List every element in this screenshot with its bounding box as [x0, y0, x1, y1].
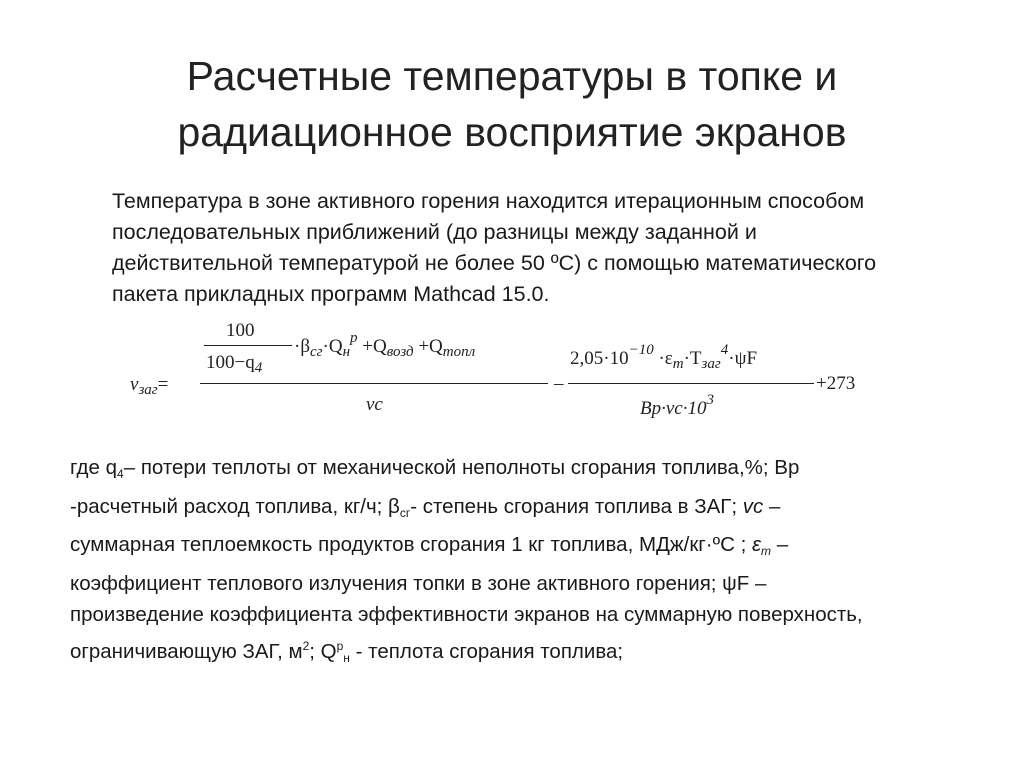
legend-beta-subscript: сг	[399, 505, 411, 520]
legend-beta-text: - степень сгорания топлива в ЗАГ;	[410, 494, 743, 518]
lhs-symbol: ν	[130, 374, 139, 395]
epsilon-subscript: т	[672, 356, 684, 372]
frac1-den-base: 100−q	[206, 352, 255, 373]
frac1-denominator	[206, 352, 262, 379]
intro-line-3: действительной температурой не более 50 ºС) с помощью математического	[112, 251, 877, 275]
legend-q4-text: – потери теплоты от механической неполноты сгорания топлива,%; Вр	[123, 456, 800, 479]
rad-t: ·T	[683, 348, 702, 369]
vozd-subscript: возд	[386, 344, 414, 360]
plus-q-vozd: +Q	[362, 336, 387, 357]
rad-den-exponent: 3	[706, 392, 714, 408]
main-fraction-bar	[200, 383, 548, 384]
frac1-numerator: 100	[226, 320, 255, 341]
frac1-den-subscript: 4	[254, 360, 263, 376]
formula-tail: +273	[816, 373, 856, 394]
slide-title	[80, 48, 944, 160]
legend-line-2	[70, 491, 970, 530]
legend-q-superscript: р	[336, 638, 344, 653]
q-dot: ·Q	[322, 336, 343, 357]
formula-lhs	[130, 374, 168, 401]
legend-q4-label: где q	[70, 456, 118, 479]
legend-bp-text: -расчетный расход топлива, кг/ч; β	[70, 494, 400, 518]
radiation-denominator	[640, 392, 714, 421]
beta-dot: ·β	[294, 336, 310, 357]
rad-epsilon: ·ε	[658, 348, 673, 369]
intro-line-4: пакета прикладных программ Mathcad 15.0.	[112, 282, 550, 306]
t-subscript: заг	[701, 356, 721, 372]
legend-vc-dash: –	[763, 494, 781, 518]
legend-line-1	[70, 452, 970, 491]
legend-q-symbol: ; Q	[309, 639, 337, 663]
q-subscript: н	[342, 344, 351, 360]
legend-line-6	[70, 631, 970, 675]
legend-epsilon-symbol: ε	[752, 533, 762, 556]
legend-q-text: - теплота сгорания топлива;	[349, 639, 624, 663]
rad-psi-f: ·ψF	[728, 348, 758, 369]
legend-epsilon-dash: –	[771, 533, 789, 556]
main-numerator-terms	[294, 330, 476, 363]
intro-line-2: последовательных приближений (до разницы между заданной и	[112, 220, 757, 244]
rad-coef-exponent: −10	[628, 342, 654, 358]
variables-legend	[70, 452, 970, 674]
main-denominator: vc	[366, 394, 383, 415]
radiation-numerator	[570, 342, 758, 375]
legend-q4-subscript: 4	[117, 467, 124, 481]
temperature-formula	[130, 318, 890, 434]
legend-line-5: произведение коэффициента эффективности экранов на суммарную поверхность,	[70, 603, 863, 626]
title-line-2: радиационное восприятие экранов	[177, 109, 847, 155]
title-line-1: Расчетные температуры в топке и	[186, 53, 838, 99]
q-superscript: p	[350, 330, 358, 346]
frac1-bar	[204, 345, 292, 346]
legend-q-subscript: н	[343, 650, 350, 665]
rad-coef: 2,05·10	[570, 348, 629, 369]
radiation-fraction-bar	[568, 383, 814, 384]
intro-line-1: Температура в зоне активного горения находится итерационным способом	[112, 189, 865, 213]
legend-area-text: ограничивающую ЗАГ, м	[70, 639, 303, 663]
legend-vc-symbol: vc	[742, 494, 764, 518]
legend-vc-text: суммарная теплоемкость продуктов сгорания 1 кг топлива, МДж/кг·ºС ;	[70, 533, 752, 556]
beta-subscript: сг	[310, 344, 323, 360]
topl-subscript: топл	[442, 344, 476, 360]
legend-epsilon-subscript: т	[761, 544, 772, 558]
minus-sign: –	[554, 373, 564, 394]
legend-area-superscript: 2	[302, 638, 310, 653]
equals-sign: =	[157, 374, 169, 395]
intro-paragraph	[112, 186, 952, 310]
legend-line-4: коэффициент теплового излучения топки в зоне активного горения; ψF –	[70, 571, 767, 595]
legend-line-3	[70, 529, 970, 568]
t-superscript: 4	[720, 342, 729, 358]
lhs-subscript: заг	[138, 382, 158, 398]
rad-den-base: Bp·vc·10	[640, 398, 707, 419]
plus-q-topl: +Q	[418, 336, 443, 357]
